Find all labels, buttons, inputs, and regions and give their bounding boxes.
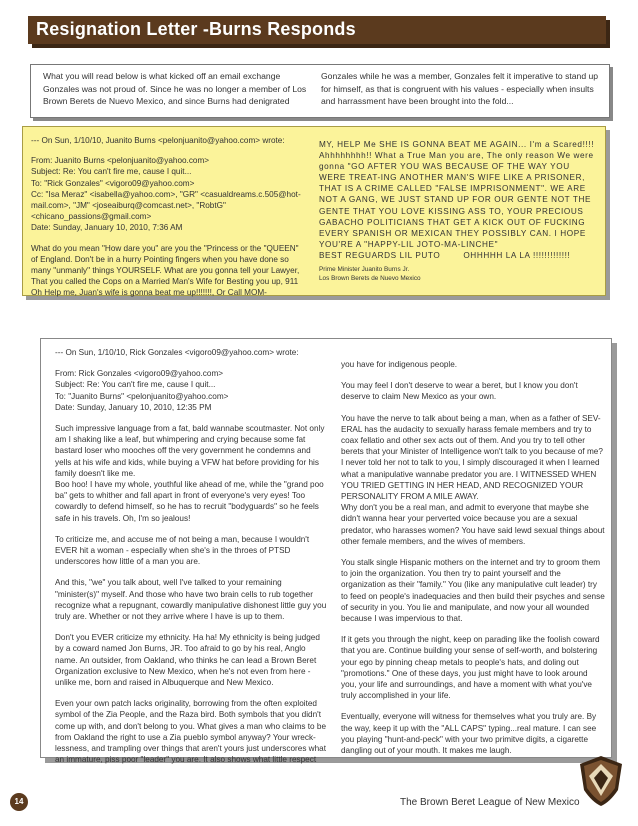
email-body: What do you mean "How dare you" are you the "Princess or the "QUEEN" of England. Don't be in a hurry Pointing fingers when you have done so many "unmanly" things YOURSELF. What are you gonna tell your Lawyer, That you called the Cops on a Married Man's Wife for Besting you up, 911 Oh Help me, Juan's wife is gonna beat me up!!!!!!!, Or Call MOM-	[31, 243, 300, 298]
signature-org: Los Brown Berets de Nuevo Mexico	[319, 275, 421, 282]
paragraph: To criticize me, and accuse me of not being a man, because I wouldn't EVER hit a woman - especially when she's in the throes of PTSD underscores how little of a man you are.	[55, 534, 310, 567]
email-closing: BEST REGUARDS LIL PUTO OHHHHH LA LA !!!!!!!!!!!!!	[319, 250, 571, 260]
intro-text-left: What you will read below is what kicked off an email exchange Gonzales was not proud of. Since he was no longer a member of Los Brown Berets de Nuevo Mexico, and since Burns had denigrated	[43, 71, 307, 107]
paragraph: You stalk single Hispanic mothers on the internet and try to groom them to join the organization. You then try to paint yourself and the organization as their "family." You (like any manipulative cult leader) try to feed on people's inadequacies and then build their psyches and sense of security in you. You lie and manipulate, and now your all wounded because I was impervious to that.	[341, 558, 605, 624]
gonzales-email-left	[55, 347, 327, 776]
email-header-line: --- On Sun, 1/10/10, Juanito Burns <pelonjuanito@yahoo.com> wrote:	[31, 136, 285, 145]
intro-box	[30, 64, 610, 118]
page-number: 14	[10, 793, 28, 811]
email-cc: Cc: "Isa Meraz" <isabella@yahoo.com>, "GR" <casualdreams.c.505@hot-mail.com>, "JM" <joseaiburq@comcast.net>, "RobtG" <chicano_passions@gmail.com>	[31, 189, 301, 222]
paragraph: Don't you EVER criticize my ethnicity. Ha ha! My ethnicity is being judged by a coward named Jon Burns, JR. Too afraid to go by his real, Anglo name. An outsider, from Oakland, who thinks he can lead a Brown Beret Organization exclusive to New Mexico, when he's not even from here - unlike me, born and raised in Albuquerque and New Mexico.	[55, 633, 320, 688]
burns-email-box	[22, 126, 606, 296]
email-from: From: Juanito Burns <pelonjuanito@yahoo.com>	[31, 156, 210, 166]
email-to: To: "Juanito Burns" <pelonjuanito@yahoo.com>	[55, 391, 229, 401]
paragraph: Such impressive language from a fat, bald wannabe scoutmaster. Not only am I shaking like a leaf, but whimpering and crying because some fat bastard loser who mooches off the very government he condemns and yells at his wife and kids, while buying a VFW hat before providing for his family doesn't like me. Boo hoo! I have my whole, youthful like ahead of me, while the "grand poo ba" gets to whither and fall apart in front of everyone's very eyes! Too cowardly to defend himself, so he has to recruit "bodyguards" so he feels safe in his travels. Oh, I'm so jealous!	[55, 424, 325, 523]
burns-email-right	[319, 139, 599, 261]
email-to: To: "Rick Gonzales" <vigoro09@yahoo.com>	[31, 178, 195, 188]
email-date: Date: Sunday, January 10, 2010, 12:35 PM	[55, 402, 212, 412]
gonzales-email-right	[341, 359, 605, 766]
gonzales-email-box	[40, 338, 612, 765]
paragraph: Even your own patch lacks originality, borrowing from the often exploited symbol of the Zia People, and the Raza bird. Both symbols that you didn't come up with, and don't belong to you. What gives a man who claims to be from Oakland the right to use a Zia pueblo symbol anyway? Your wreck-lessness, and trampling over things that aren't yours just underscores what an immature, piss poor "leader" you are. It also shows what little respect	[55, 699, 326, 765]
paragraph: You have the nerve to talk about being a man, when as a father of SEV-ERAL has the audacity to sexually harass female members and try to coax fellatio and other sex acts out of them. And you try to tell other berets that your Minister of Intelligence won't talk to you because of me? I never told her not to talk to you, I simply discouraged it when I learned what a manipulative wannabe predator you are. I WITNESSED WHEN YOU TRIED GETTING IN HER HEAD, AND RECOGNIZED YOUR PERSONALITY FROM A MILE AWAY. Why don't you be a real man, and admit to everyone that maybe she didn't wanna hear your perverted voice because you are a sexual predator, who harasses women? You have said lewd sexual things about other female members, and the wives of members.	[341, 413, 605, 546]
email-from: From: Rick Gonzales <vigoro09@yahoo.com>	[55, 369, 224, 379]
email-subject: Subject: Re: You can't fire me, cause I quit...	[55, 380, 216, 390]
paragraph: you have for indigenous people.	[341, 360, 458, 369]
burns-email-left	[31, 135, 301, 299]
title-banner	[28, 16, 606, 44]
footer-publication: The Brown Beret League of New Mexico	[400, 797, 580, 808]
signature-block	[319, 265, 421, 283]
signature-name: Prime Minister Juanito Burns Jr.	[319, 266, 410, 273]
email-body-continued: MY, HELP Me SHE IS GONNA BEAT ME AGAIN... I'm a Scared!!!! Ahhhhhhhh!! What a True Man you are, The only reason We were gonna "GO AFTER YOU WAS BECAUSE OF THE WAY YOU WERE TREAT-ING ANOTHER MAN'S WIFE LIKE A PRISONER, THAT IS A CRIME CALLED "FALSE IMPRISONMENT". WE ARE NOT A GANG, WE JUST STAND UP FOR OUR GENTE NOT THE GENTE THAT YOU LOVE KISSING ASS TO, YOUR PRECIOUS GABACHO POLITICIANS THAT GET A KICK OUT OF FUCKING EVERY SPANISH OR MEXICAN THEY POSSIBLY CAN. I HOPE YOU'RE A "HAPPY-LIL JOTO-MA-LINCHE"	[319, 140, 595, 249]
email-date: Date: Sunday, January 10, 2010, 7:36 AM	[31, 223, 183, 233]
email-subject: Subject: Re: You can't fire me, cause I quit...	[31, 167, 192, 177]
paragraph: You may feel I don't deserve to wear a beret, but I know you don't deserve to claim New Mexico as your own.	[341, 381, 578, 402]
paragraph: If it gets you through the night, keep on parading like the foolish coward that you are. Continue building your sense of self-worth, and bolstering your ego by pinning cheap metals to people's hats, and doling out "promotions." One of these days, you just might have to look around you, your life and surroundings, and have a moment with what you've truly accomplished in your life.	[341, 635, 600, 701]
paragraph: Eventually, everyone will witness for themselves what you truly are. By the way, keep it up with the "ALL CAPS" typing...real mature. I can see you playing "hunt-and-peck" with your two primitve digits, a cigarette dangling out of your mouth. It makes me laugh.	[341, 712, 597, 756]
email-header-line: --- On Sun, 1/10/10, Rick Gonzales <vigoro09@yahoo.com> wrote:	[55, 348, 299, 357]
intro-text-right: Gonzales while he was a member, Gonzales felt it imperative to stand up for himself, as that is congruent with his values - especially when insults and harrassment have been brought into the fold...	[321, 71, 599, 107]
page-title: Resignation Letter -Burns Responds	[36, 19, 356, 39]
paragraph: And this, "we" you talk about, well I've talked to your remaining "minister(s)" myself. And those who have two brain cells to rub together recognize what a repugnant, cowardly manipulative dishonest little guy you truly are. Whether or not they arrive where I have is up to them.	[55, 578, 327, 622]
brown-beret-logo-icon	[578, 754, 624, 808]
